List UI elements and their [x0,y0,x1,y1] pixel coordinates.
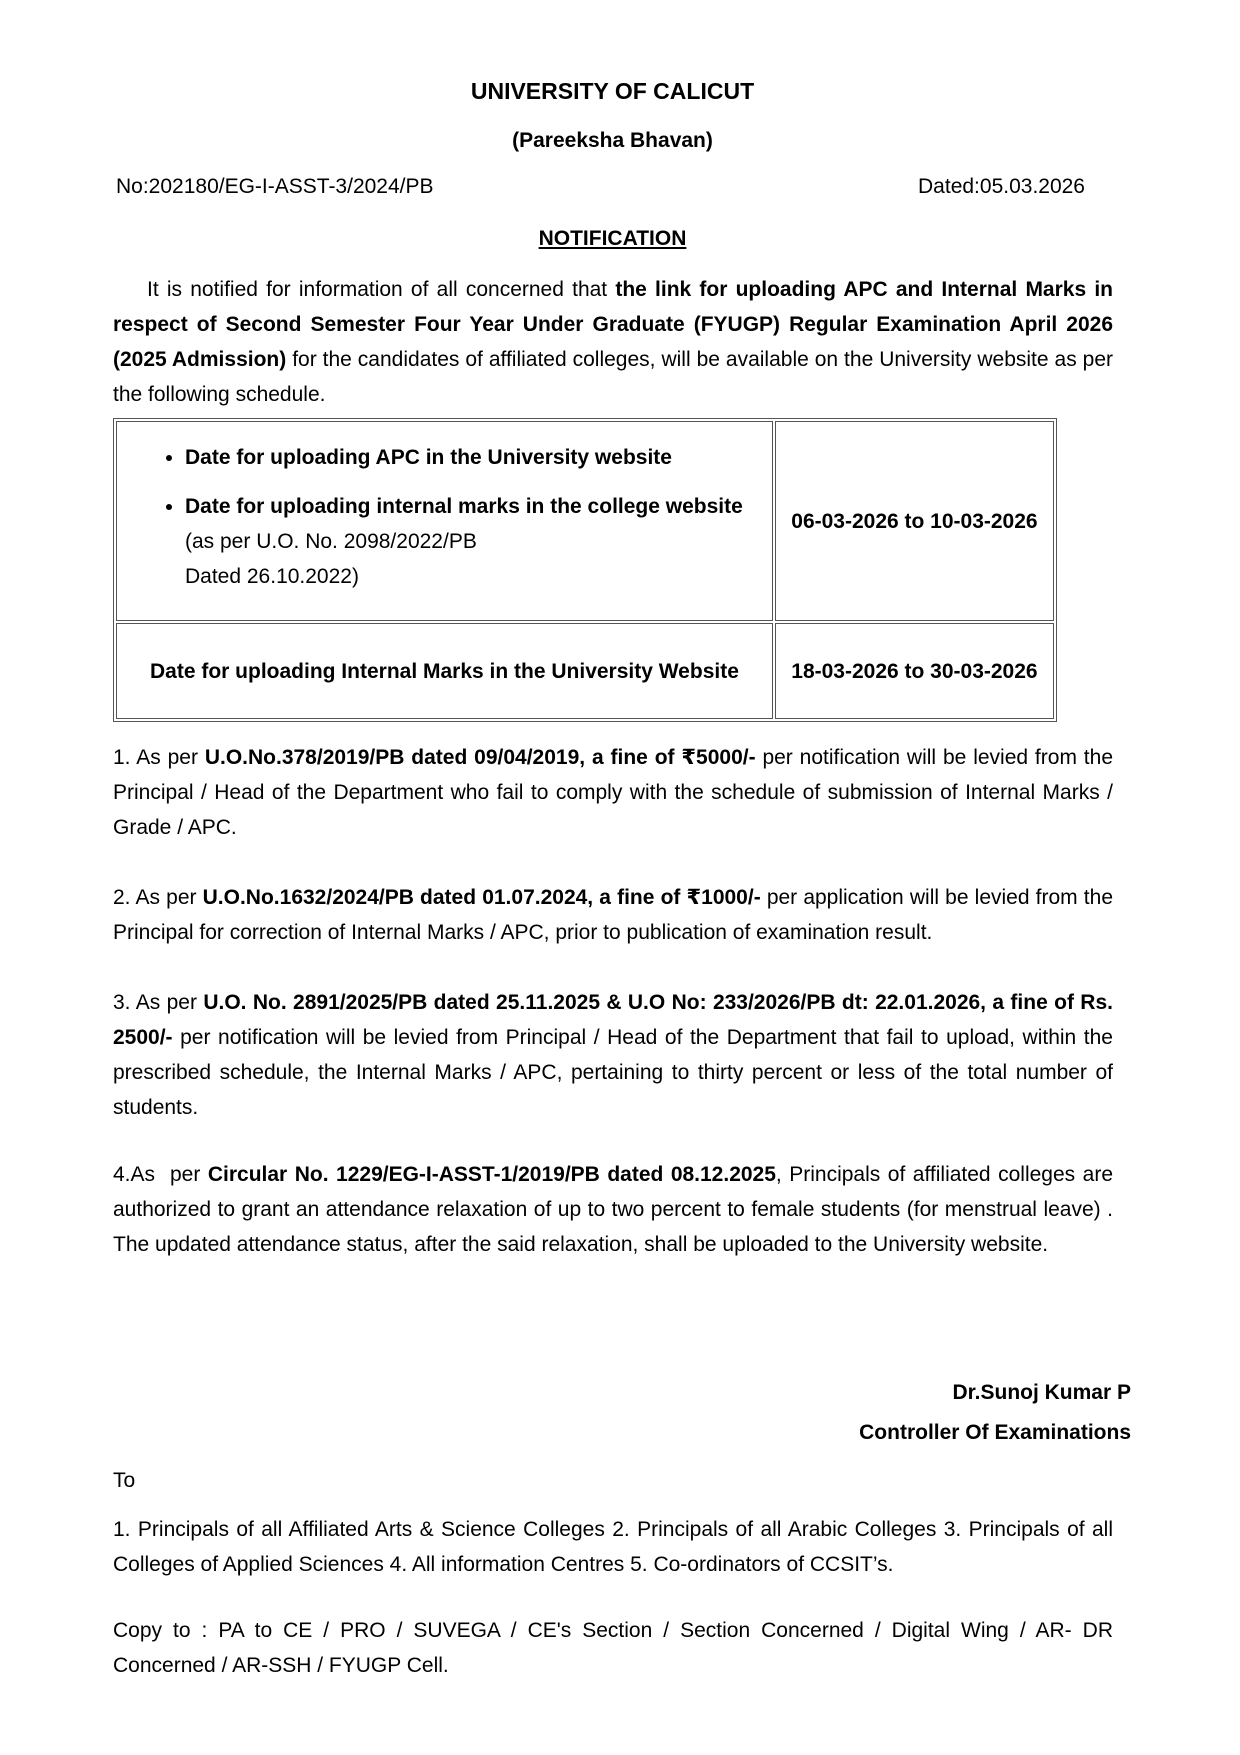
bullet-internal-college-ref: (as per U.O. No. 2098/2022/PB [185,530,477,553]
point-2-tail: per application will be levied from the Principal for correction of Internal Marks / APC, prior to publication of examination result. [113,886,1114,944]
point-3 [113,985,1113,1125]
point-2 [113,880,1113,950]
point-3-lead: 3. As per [113,991,204,1014]
point-1-bold: U.O.No.378/2019/PB dated 09/04/2019, a fine of ₹5000/- [204,746,756,769]
distribution-list: 1. Principals of all Affiliated Arts & Science Colleges 2. Principals of all Arabic Colleges 3. Principals of all Colleges of Applied Sciences 4. All information Centres 5. Co-ordinators of CCSIT’s. [113,1518,1113,1576]
bullet-internal-college [185,489,772,594]
schedule-bullet-list [117,440,772,594]
point-3-bold: U.O. No. 2891/2025/PB dated 25.11.2025 & U.O No: 233/2026/PB dt: 22.01.2026, a fine of Rs. 2500/- [113,991,1113,1049]
point-4-lead: 4.As per [113,1163,208,1186]
bullet-apc-upload: • Date for uploading APC in the University website [185,440,772,475]
office-name: (Pareeksha Bhavan) [512,129,713,152]
point-2-bold: U.O.No.1632/2024/PB dated 01.07.2024, a fine of ₹1000/- [202,886,761,909]
intro-tail: for the candidates of affiliated colleges, will be available on the University website as per the following schedule. [113,348,1114,406]
bullet-internal-college-bold: Date for uploading internal marks in the college website [185,495,743,518]
point-1-lead: 1. As per [113,746,205,769]
point-3-tail: per notification will be levied from Principal / Head of the Department that fail to upload, within the prescribed schedule, the Internal Marks / APC, pertaining to thirty percent or less of the total number of students. [113,1026,1113,1119]
schedule-row-1-dates: 06-03-2026 to 10-03-2026 [775,421,1054,621]
point-1 [113,740,1113,845]
reference-number: No:202180/EG-I-ASST-3/2024/PB [116,175,434,198]
signatory-designation: Controller Of Examinations [859,1421,1131,1444]
to-label: To [113,1469,136,1492]
bullet-internal-college-date: Dated 26.10.2022) [185,565,359,588]
schedule-row-1-items [116,421,773,621]
copy-to-list: Copy to : PA to CE / PRO / SUVEGA / CE's Section / Section Concerned / Digital Wing / AR- DR Concerned / AR-SSH / FYUGP Cell. [113,1619,1113,1677]
point-1-tail: per notification will be levied from the Principal / Head of the Department who fail to comply with the schedule of submission of Internal Marks / Grade / APC. [113,746,1113,839]
point-4-tail: , Principals of affiliated colleges are authorized to grant an attendance relaxation of up to two percent to female students (for menstrual leave) . The updated attendance status, after the said relaxation, shall be uploaded to the University website. [113,1163,1113,1256]
notification-heading: NOTIFICATION [538,227,687,250]
schedule-row-1 [116,421,1054,621]
schedule-row-2-label: Date for uploading Internal Marks in the University Website [116,623,773,719]
notification-date: Dated:05.03.2026 [918,175,1085,198]
university-title: UNIVERSITY OF CALICUT [470,78,755,104]
schedule-row-2-dates: 18-03-2026 to 30-03-2026 [775,623,1054,719]
schedule-row-2 [116,623,1054,719]
point-4-bold: Circular No. 1229/EG-I-ASST-1/2019/PB dated 08.12.2025 [207,1163,776,1186]
intro-lead: It is notified for information of all concerned that [147,278,616,301]
signatory-name: Dr.Sunoj Kumar P [952,1381,1131,1404]
schedule-table [113,418,1057,722]
point-2-lead: 2. As per [113,886,203,909]
intro-bold: the link for uploading APC and Internal Marks in respect of Second Semester Four Year Under Graduate (FYUGP) Regular Examination April 2026 (2025 Admission) [113,278,1114,371]
point-4 [113,1157,1113,1262]
intro-paragraph [113,272,1113,412]
